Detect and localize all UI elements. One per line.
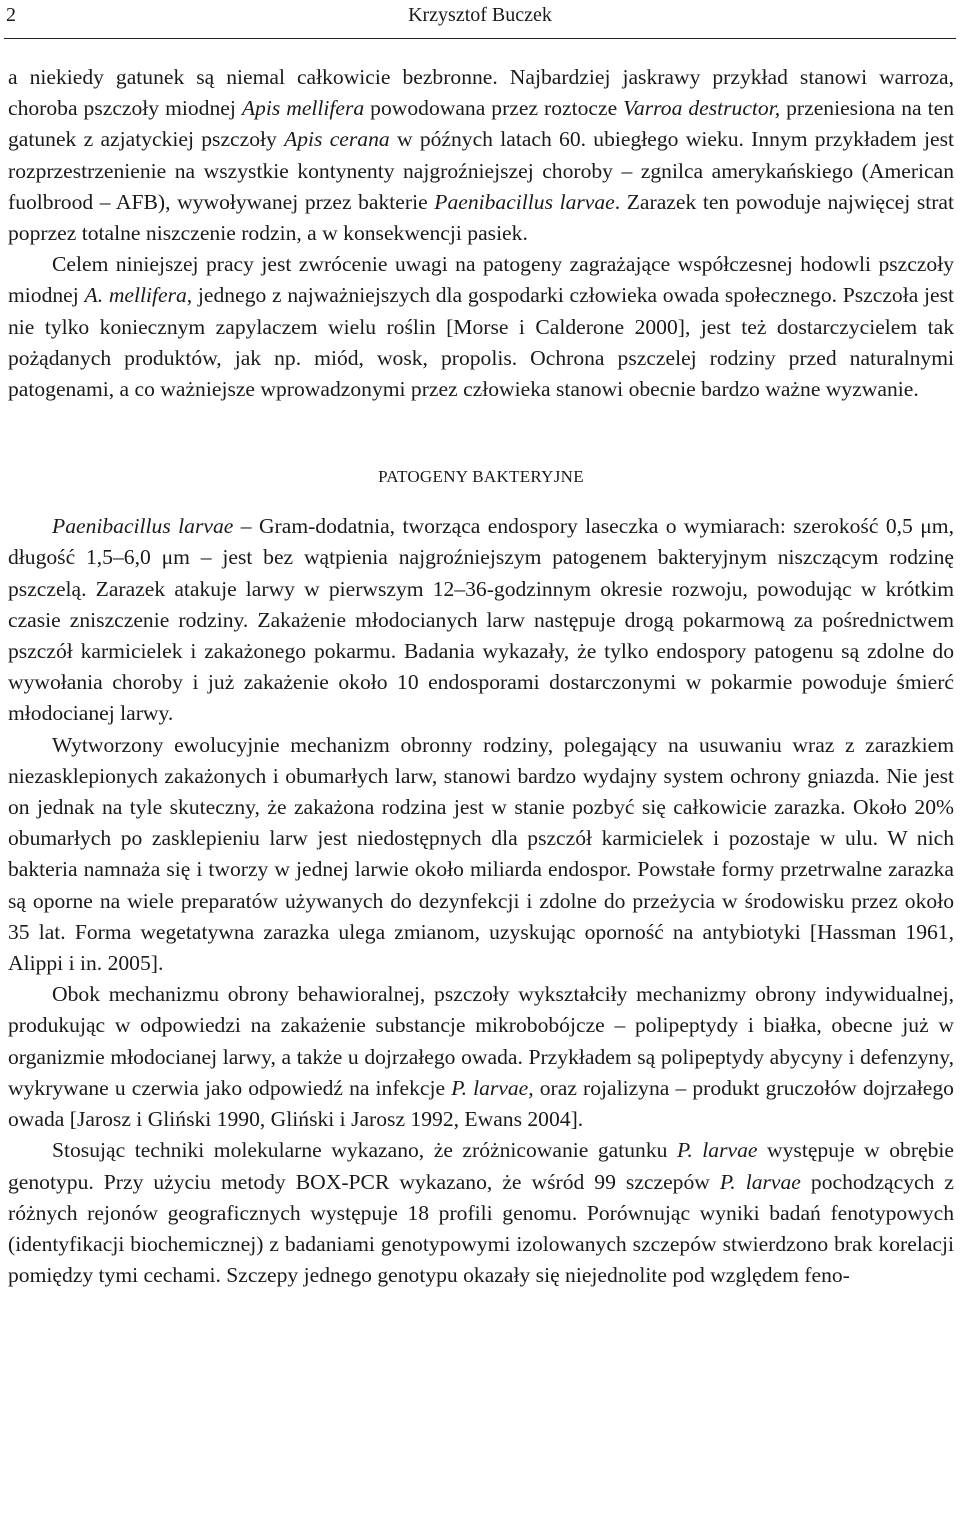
text-run: pochodzących z różnych rejonów geograficznych występuje 18 profili genomu. Porównując wyniki badań fenotypowych (identyfikacji biochemicznej) z badaniami genotypowymi izolowanych szczepów stwierdzono brak korelacji pomiędzy tymi cechami. Szczepy jednego genotypu okazały się niejednolite pod względem feno- <box>8 1169 954 1288</box>
page-number: 2 <box>6 4 16 26</box>
text-run: przeniesiona na ten gatunek z azjatyckiej pszczoły <box>8 96 954 152</box>
species-name: Varroa destructor, <box>623 96 781 121</box>
species-name: Apis mellifera <box>241 96 365 121</box>
text-run: a niekiedy gatunek są niemal całkowicie bezbronne. Najbardziej jaskrawy przykład stanowi warroza, choroba pszczoły miodnej <box>8 65 954 121</box>
page-body <box>8 62 954 1291</box>
species-name: P. larvae <box>719 1169 801 1194</box>
paragraph-aim <box>8 249 954 405</box>
paragraph-individual-defense <box>8 979 954 1135</box>
paragraph-defense-mechanism <box>8 730 954 980</box>
species-name: Paenibacillus larvae <box>52 514 234 539</box>
text-run: , jednego z najważniejszych dla gospodarki człowieka owada społecznego. Pszczoła jest nie tylko koniecznym zapylaczem wielu roślin [Morse i Calderone 2000], jest też dostarczycielem tak pożądanych produktów, jak np. miód, wosk, propolis. Ochrona pszczelej rodziny przed naturalnymi patogenami, a co ważniejsze wprowadzonymi przez człowieka stanowi obecnie bardzo ważne wyzwanie. <box>8 283 955 402</box>
running-header <box>4 0 956 39</box>
section-heading: PATOGENY BAKTERYJNE <box>378 467 584 487</box>
paragraph-molecular <box>8 1135 954 1291</box>
text-run: powodowana przez roztocze <box>364 96 624 121</box>
text-run: w późnych latach 60. ubiegłego wieku. Innym przykładem jest rozprzestrzenienie na wszystkie kontynenty najgroźniejszej choroby – zgnilca amerykańskiego (American fuolbrood – AFB), wywoływanej przez bakterie <box>8 127 954 214</box>
text-run: Celem niniejszej pracy jest zwrócenie uwagi na patogeny zagrażające współczesnej hodowli pszczoły miodnej <box>8 252 954 308</box>
species-name: P. larvae, <box>451 1075 534 1100</box>
text-run: Stosując techniki molekularne wykazano, że zróżnicowanie gatunku <box>52 1138 677 1163</box>
text-run: oraz rojalizyna – produkt gruczołów dojrzałego owada [Jarosz i Gliński 1990, Gliński i Jarosz 1992, Ewans 2004]. <box>8 1075 954 1132</box>
species-name: A. mellifera <box>84 283 187 308</box>
paragraph-intro <box>8 62 954 249</box>
text-run: Obok mechanizmu obrony behawioralnej, pszczoły wykształciły mechanizmy obrony indywidualnej, produkując w odpowiedzi na zakażenie substancje mikrobobójcze – polipeptydy i białka, obecne już w organizmie młodocianej larwy, a także u dojrzałego owada. Przykładem są polipeptydy abycyny i defenzyny, wykrywane u czerwia jako odpowiedź na infekcje <box>8 982 954 1100</box>
paragraph-paenibacillus <box>8 511 954 729</box>
text-run: Wytworzony ewolucyjnie mechanizm obronny rodziny, polegający na usuwaniu wraz z zarazkiem niezasklepionych zakażonych i obumarłych larw, stanowi bardzo wydajny system ochrony gniazda. Nie jest on jednak na tyle skuteczny, że zakażona rodzina jest w stanie pozbyć się całkowicie zarazka. Około 20% obumarłych po zasklepieniu larw jest niedostępnych dla pszczół karmicielek i pozostaje w ulu. W nich bakteria namnaża się i tworzy w jednej larwie około miliarda endospor. Powstałe formy przetrwalne zarazka są oporne na wiele preparatów używanych do dezynfekcji i zdolne do przeżycia w środowisku przez około 35 lat. Forma wegetatywna zarazka ulega zmianom, uzyskując oporność na antybiotyki [Hassman 1961, Alippi i in. 2005]. <box>8 732 954 976</box>
species-name: Paenibacillus larvae <box>434 189 615 214</box>
species-name: Apis cerana <box>284 127 390 152</box>
text-run: występuje w obrębie genotypu. Przy użyciu metody BOX-PCR wykazano, że wśród 99 szczepów <box>8 1138 954 1194</box>
running-head-author: Krzysztof Buczek <box>408 4 552 26</box>
text-run: – Gram-dodatnia, tworząca endospory laseczka o wymiarach: szerokość 0,5 μm, długość 1,5–6,0 μm – jest bez wątpienia najgroźniejszym patogenem bakteryjnym niszczącym rodzinę pszczelą. Zarazek atakuje larwy w pierwszym 12–36-godzinnym okresie rozwoju, powodując w krótkim czasie zniszczenie rodziny. Zakażenie młodocianych larw następuje drogą pokarmową za pośrednictwem pszczół karmicielek i zakażonego pokarmu. Badania wykazały, że tylko endospory patogenu są zdolne do wywołania choroby i już zakażenie około 10 endosporami dostarczonymi w pokarmie powoduje śmierć młodocianej larwy. <box>8 514 954 726</box>
species-name: P. larvae <box>676 1138 758 1163</box>
text-run: . Zarazek ten powoduje najwięcej strat poprzez totalne niszczenie rodzin, a w konsekwencji pasiek. <box>8 189 955 246</box>
